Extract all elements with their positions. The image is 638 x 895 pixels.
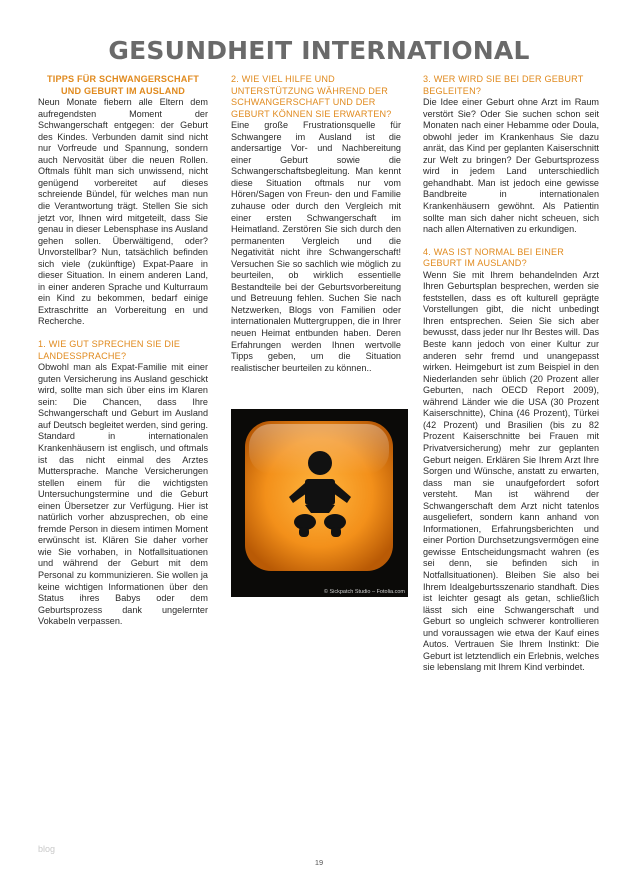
section-1-heading: 1. WIE GUT SPRECHEN SIE DIE LANDESSPRACHE?	[38, 339, 181, 361]
baby-sign-icon	[231, 409, 408, 597]
column-3	[423, 74, 599, 674]
section-2-heading: 2. WIE VIEL HILFE UND UNTERSTÜTZUNG WÄHREND DER SCHWANGERSCHAFT UND DER GEBURT KÖNNEN SIE ERWARTEN?	[231, 74, 392, 119]
column-1	[38, 74, 208, 628]
article-heading: TIPPS FÜR SCHWANGERSCHAFT UND GEBURT IM AUSLAND	[46, 74, 200, 96]
section-2-text: Eine große Frustrationsquelle für Schwangere im Ausland ist die andersartige Vor- und Nachbereitung einer Geburt sowie die Schwangerschaftsbegleitung. Man kennt diese Situation oftmals nur vom Hören/Sagen von Freun- den und Familie zuhause oder durch den Vergleich mit einer ersten Schwangerschaft im Heimatland. Zerstören Sie sich durch den permanenten Vergleich und die Negativität nicht ihre Schwangerschaft! Versuchen Sie so sachlich wie möglich zu beurteilen, ob wirklich essentielle Bestandteile bei der Geburtsvorbereitung und Betreuung fehlen. Suchen Sie nach Netzwerken, Blogs von Familien oder internationalen Muttergruppen, die in Ihrer neuen Heimat entbunden haben. Deren Erfahrungen werden Ihnen wertvolle Tipps geben, um die Situation realistischer beurteilen zu können..	[231, 120, 401, 373]
page-number: 19	[314, 858, 324, 867]
page-title: GESUNDHEIT INTERNATIONAL	[108, 36, 530, 65]
section-4-heading: 4. WAS IST NORMAL BEI EINER GEBURT IM AUSLAND?	[423, 246, 564, 269]
section-3-heading: 3. WER WIRD SIE BEI DER GEBURT BEGLEITEN?	[423, 74, 584, 96]
column-2	[231, 74, 401, 374]
blog-label: blog	[38, 844, 56, 854]
section-3-text: Die Idee einer Geburt ohne Arzt im Raum verstört Sie? Oder Sie suchen schon seit Monaten nach einer Hebamme oder Doula, obwohl jeder im Krankenhaus Sie dazu anrät, das Kind per geplanten Kaiserschnitt zur Welt zu bringen? Der Geburtsprozess wird in jedem Land unterschiedlich gehandhabt. Man ist jedoch eine gewisse Bandbreite in internationalen Krankenhäusern gewöhnt. Als Patientin sollte man sich daher nicht scheuen, sich nach allen Alternativen zu erkundigen.	[423, 97, 599, 235]
intro-paragraph: Neun Monate fiebern alle Eltern dem aufregendsten Moment der Schwangerschaft entgegen: der Geburt des Kindes. Verbunden damit sind nicht nur Vorfreude und Spannung, sondern auch Nervosität über die neuen Rollen. Oftmals fühlt man sich unwissend, nicht genügend vorbereitet auf dieses schreiende Bündel, für welches man nun die Verantwortung trägt. Stellen Sie sich jetzt vor, Ihnen wird mitgeteilt, dass Sie genau in dieser Lebensphase ins Ausland gehen sollen. Überwältigend, oder? Unvorstellbar? Nun, tatsächlich befinden sich viele (zukünftige) Expat-Paare in dieser Situation. In einem anderen Land, in einer anderen Sprache und Kulturraum ein Kind zu bekommen, bedarf einige Extraschritte an Vorbereitung en und Recherche.	[38, 97, 208, 327]
photo-credit: © Sickpatch Studio – Fotolia.com	[323, 589, 405, 595]
section-4-text: Wenn Sie mit Ihrem behandelnden Arzt Ihren Geburtsplan besprechen, werden sie feststellen, dass es oft kulturell geprägte Vorstellungen gibt, die nicht unbedingt Ihren entsprechen. Seien Sie sich aber bewusst, dass jeder nur Ihr Bestes will. Das Beste kann jedoch von einer Kultur zur anderen sehr fremd und unangepasst wirken. Heimgeburt ist zum Beispiel in den Niederlanden sehr üblich (20 Prozent aller Geburten, nach OECD Report 2009), während Länder wie die USA (30 Prozent Kaiserschnitte), China (46 Prozent), Türkei (42 Prozent) und Brasilien (bis zu 82 Prozent Kaiserschnitte bei Frauen mit Privatversicherung) mehr zur geplanten Geburt neigen. Erklären Sie Ihrem Arzt Ihre Sorgen und Wünsche, anstatt zu erwarten, dass man sie unaufgefordert sofort versteht. Man ist während der Schwangerschaft dem Arzt nicht tatenlos ausgeliefert, sondern kann anhand von Informationen, Erfahrungsberichten und einer Portion Durchsetzungsvermögen eine gewisse Entscheidungsmacht wahren (es sei denn, sie befinden sich in Notfallsituationen). Bleiben Sie also bei Ihrem Idealgeburtsszenario standhaft. Dies ist leichter gesagt als getan, schließlich lässt sich eine Schwangerschaft und Geburt so ungleich schwerer kontrollieren und voraussagen wie etwa der Kauf eines Autos. Vertrauen Sie Ihrem Instinkt: Die Geburt ist letztendlich ein Erlebnis, welches sie lebenslang mit Ihrem Kind verbindet.	[423, 269, 599, 673]
section-1-text: Obwohl man als Expat-Familie mit einer guten Versicherung ins Ausland geschickt wird, sollte man sich über eins im Klaren sein: Die Chancen, dass Ihre Schwangerschaft und Geburt im Ausland auf Deutsch begleitet werden, sind gering. Standard in internationalen Krankenhäusern ist englisch, und oftmals ist das nicht einmal des Arztes Muttersprache. Manche Versicherungen stellen einem für die wichtigsten Untersuchungstermine und die Geburt einen Übersetzer zur Verfügung. Hier ist natürlich vorher abzusprechen, ob eine fremde Person in diesem intimen Moment erwünscht ist. Klären Sie daher vorher wie Sie vorhaben, in Notfallsituationen und während der Geburt mit dem Personal zu kommunizieren. Sie wollen ja keine wichtigen Informationen über den Status ihres Babys oder dem Geburtsprozess dank ungelernter Vokabeln verpassen.	[38, 362, 208, 627]
baby-sign-photo	[231, 409, 408, 597]
